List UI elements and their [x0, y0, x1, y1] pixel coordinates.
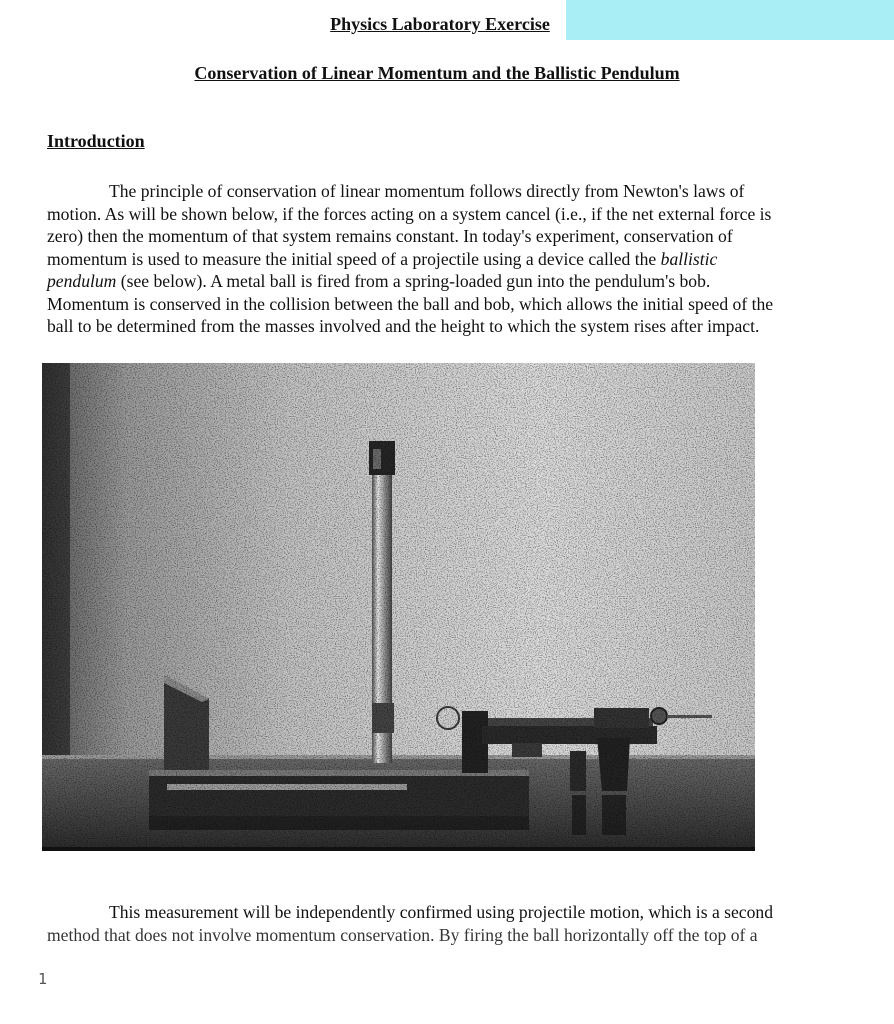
page-number: 1 [38, 970, 48, 988]
paragraph-text: momentum is used to measure the initial speed of a projectile using a device called the [47, 248, 661, 269]
projectile-paragraph [47, 901, 827, 946]
italic-term: ballistic [660, 248, 718, 269]
paragraph-text: (see below). A metal ball is fired from a spring-loaded gun into the pendulum's bob. [116, 271, 711, 291]
paragraph-line: ball to be determined from the masses involved and the height to which the system rises after impact. [47, 316, 760, 336]
paragraph-line [47, 270, 827, 293]
ballistic-pendulum-photo [42, 363, 755, 851]
paragraph-line: zero) then the momentum of that system remains constant. In today's experiment, conservation of [47, 226, 733, 246]
paragraph-line: This measurement will be independently confirmed using projectile motion, which is a second [109, 902, 774, 922]
paragraph-line: motion. As will be shown below, if the forces acting on a system cancel (i.e., if the net external force is [47, 203, 772, 224]
paragraph-line [47, 248, 827, 271]
paragraph-line: Momentum is conserved in the collision between the ball and bob, which allows the initial speed of the [47, 293, 774, 314]
italic-term: pendulum [47, 271, 117, 291]
section-heading-introduction: Introduction [47, 131, 145, 151]
paragraph-line: method that does not involve momentum conservation. By firing the ball horizontally off the top of a [47, 924, 758, 945]
intro-paragraph [47, 180, 827, 338]
paragraph-line: The principle of conservation of linear momentum follows directly from Newton's laws of [109, 181, 745, 201]
document-title: Physics Laboratory Exercise [330, 14, 550, 34]
document-subtitle: Conservation of Linear Momentum and the Ballistic Pendulum [194, 63, 680, 83]
